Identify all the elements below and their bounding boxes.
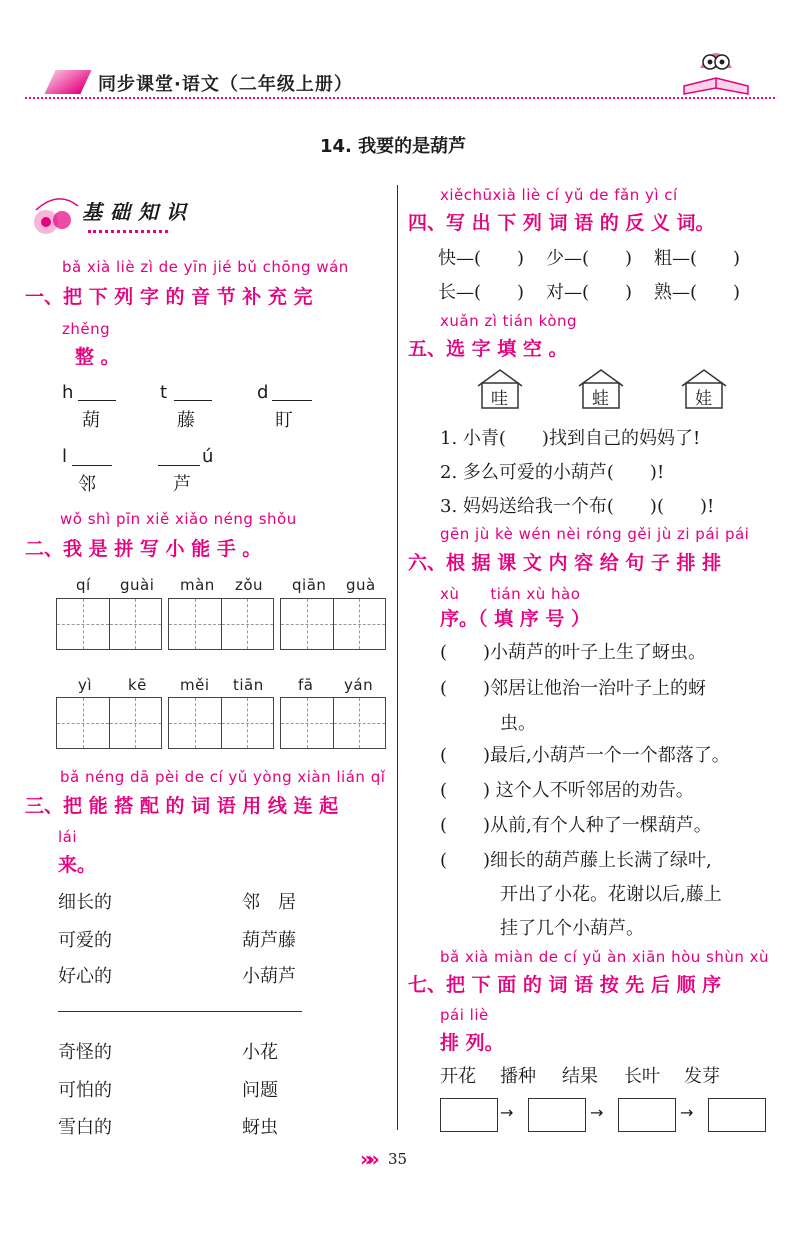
- arrow-icon: →: [680, 1103, 694, 1122]
- s2-r1-py: guà: [346, 576, 376, 594]
- match-right[interactable]: 蚜虫: [242, 1117, 278, 1138]
- s7-title2: 排 列。: [440, 1032, 504, 1054]
- match-right[interactable]: 小葫芦: [242, 966, 296, 987]
- s1-blank[interactable]: [174, 400, 212, 401]
- order-item-cont: 挂了几个小葫芦。: [500, 918, 644, 939]
- match-right[interactable]: 邻 居: [242, 892, 296, 913]
- writing-grid[interactable]: [168, 697, 274, 749]
- s5-title: 五、选 字 填 空 。: [408, 338, 568, 360]
- s1-item-tone: ú: [202, 446, 214, 467]
- s4-title: 四、写 出 下 列 词 语 的 反 义 词。: [408, 212, 715, 234]
- s2-r2-py: tiān: [233, 676, 264, 694]
- s2-r1-py: zǒu: [235, 576, 264, 594]
- match-left[interactable]: 雪白的: [58, 1117, 112, 1138]
- fill-sentence[interactable]: 3. 妈妈送给我一个布( )( )!: [440, 496, 715, 517]
- s6-title: 六、根 据 课 文 内 容 给 句 子 排 排: [408, 552, 722, 574]
- writing-grid[interactable]: [280, 598, 386, 650]
- match-left[interactable]: 细长的: [58, 892, 112, 913]
- antonym-item[interactable]: 长—( ): [438, 282, 525, 303]
- s2-r2-py: yán: [344, 676, 374, 694]
- house-icon: [680, 368, 728, 410]
- s3-title2: 来。: [58, 854, 97, 876]
- s3-title: 三、把 能 搭 配 的 词 语 用 线 连 起: [25, 795, 339, 817]
- s5-pinyin: xuǎn zì tián kòng: [440, 312, 578, 330]
- s1-blank[interactable]: [272, 400, 312, 401]
- match-right[interactable]: 小花: [242, 1042, 278, 1063]
- writing-grid[interactable]: [56, 598, 162, 650]
- match-right[interactable]: 问题: [242, 1080, 278, 1101]
- s2-r2-py: měi: [180, 676, 210, 694]
- house-icon: [476, 368, 524, 410]
- writing-grid[interactable]: [56, 697, 162, 749]
- s2-r1-py: màn: [180, 576, 215, 594]
- s2-r2-py: kē: [128, 676, 147, 694]
- badge-label: 基础知识: [82, 200, 194, 224]
- order-item[interactable]: ( )细长的葫芦藤上长满了绿叶,: [440, 850, 712, 871]
- sequence-word: 开花: [440, 1066, 476, 1087]
- order-item-cont: 虫。: [500, 713, 536, 734]
- header-dotted-line: [25, 97, 775, 99]
- s3-pinyin2: lái: [58, 828, 78, 846]
- page-chevron-icon: »»: [360, 1147, 374, 1171]
- s2-r1-py: guài: [120, 576, 155, 594]
- sequence-word: 结果: [562, 1066, 598, 1087]
- s6-pinyin2: xù tián xù hào: [440, 585, 581, 603]
- mascot-book-icon: [676, 38, 756, 98]
- s7-pinyin2: pái liè: [440, 1006, 489, 1024]
- s4-pinyin: xiěchūxià liè cí yǔ de fǎn yì cí: [440, 186, 678, 204]
- match-left[interactable]: 奇怪的: [58, 1042, 112, 1063]
- s3-pinyin: bǎ néng dā pèi de cí yǔ yòng xiàn lián qǐ: [60, 768, 386, 786]
- match-left[interactable]: 好心的: [58, 966, 112, 987]
- s1-item-initial: h: [62, 382, 74, 403]
- s1-item-char: 邻: [78, 474, 96, 495]
- header-title: 同步课堂·语文（二年级上册）: [98, 74, 353, 95]
- writing-grid[interactable]: [168, 598, 274, 650]
- sequence-word: 播种: [500, 1066, 536, 1087]
- antonym-item[interactable]: 对—( ): [546, 282, 633, 303]
- badge-dots: [88, 230, 168, 233]
- order-item[interactable]: ( )从前,有个人种了一棵葫芦。: [440, 815, 712, 836]
- section-badge: [28, 190, 228, 240]
- s1-blank[interactable]: [78, 400, 116, 401]
- order-item[interactable]: ( )邻居让他治一治叶子上的蚜: [440, 678, 707, 699]
- s1-title2: 整 。: [75, 346, 120, 368]
- order-item[interactable]: ( )小葫芦的叶子上生了蚜虫。: [440, 642, 707, 663]
- match-divider: [58, 1011, 302, 1012]
- antonym-item[interactable]: 快—( ): [438, 248, 525, 269]
- s1-item-initial: t: [160, 382, 168, 403]
- s2-r2-py: fā: [298, 676, 314, 694]
- house-char: 娃: [695, 389, 712, 409]
- house-icon: [577, 368, 625, 410]
- s2-r2-py: yì: [78, 676, 93, 694]
- fill-sentence[interactable]: 1. 小青( )找到自己的妈妈了!: [440, 428, 701, 449]
- s1-blank[interactable]: [72, 465, 112, 466]
- sequence-box[interactable]: [528, 1098, 586, 1132]
- sequence-box[interactable]: [618, 1098, 676, 1132]
- s1-pinyin: bǎ xià liè zì de yīn jié bǔ chōng wán: [62, 258, 349, 276]
- sequence-box[interactable]: [708, 1098, 766, 1132]
- s2-r1-py: qiān: [292, 576, 327, 594]
- house-char: 蛙: [592, 389, 609, 409]
- sequence-word: 长叶: [624, 1066, 660, 1087]
- fill-sentence[interactable]: 2. 多么可爱的小葫芦( )!: [440, 462, 665, 483]
- house-char: 哇: [491, 389, 508, 409]
- antonym-item[interactable]: 少—( ): [546, 248, 633, 269]
- arrow-icon: →: [500, 1103, 514, 1122]
- match-right[interactable]: 葫芦藤: [242, 930, 296, 951]
- s1-item-char: 葫: [82, 410, 100, 431]
- s6-pinyin: gēn jù kè wén nèi róng gěi jù zi pái pái: [440, 525, 750, 543]
- order-item-cont: 开出了小花。花谢以后,藤上: [500, 884, 722, 905]
- s1-pinyin2: zhěng: [62, 320, 111, 338]
- s1-blank[interactable]: [158, 465, 200, 466]
- s1-item-char: 盯: [275, 410, 293, 431]
- s1-item-initial: l: [62, 446, 68, 467]
- s6-title2: 序。（ 填 序 号 ）: [440, 608, 590, 630]
- s1-item-char: 藤: [177, 410, 195, 431]
- order-item[interactable]: ( )最后,小葫芦一个一个都落了。: [440, 745, 730, 766]
- s7-title: 七、把 下 面 的 词 语 按 先 后 顺 序: [408, 974, 722, 996]
- lesson-title: 14. 我要的是葫芦: [320, 136, 467, 157]
- s1-item-char: 芦: [173, 474, 191, 495]
- sequence-box[interactable]: [440, 1098, 498, 1132]
- writing-grid[interactable]: [280, 697, 386, 749]
- s1-title: 一、把 下 列 字 的 音 节 补 充 完: [25, 286, 313, 308]
- column-divider: [397, 185, 398, 1130]
- header-stripe: [44, 70, 91, 94]
- order-item[interactable]: ( ) 这个人不听邻居的劝告。: [440, 780, 694, 801]
- sequence-word: 发芽: [684, 1066, 720, 1087]
- page-number: 35: [388, 1150, 408, 1168]
- s1-item-initial: d: [257, 382, 269, 403]
- s2-title: 二、我 是 拼 写 小 能 手 。: [25, 538, 262, 560]
- header-band: [50, 70, 770, 96]
- arrow-icon: →: [590, 1103, 604, 1122]
- s2-pinyin: wǒ shì pīn xiě xiǎo néng shǒu: [60, 510, 297, 528]
- match-left[interactable]: 可爱的: [58, 930, 112, 951]
- s7-pinyin: bǎ xià miàn de cí yǔ àn xiān hòu shùn xù: [440, 948, 770, 966]
- antonym-item[interactable]: 熟—( ): [654, 282, 741, 303]
- antonym-item[interactable]: 粗—( ): [654, 248, 741, 269]
- match-left[interactable]: 可怕的: [58, 1080, 112, 1101]
- s2-r1-py: qí: [76, 576, 91, 594]
